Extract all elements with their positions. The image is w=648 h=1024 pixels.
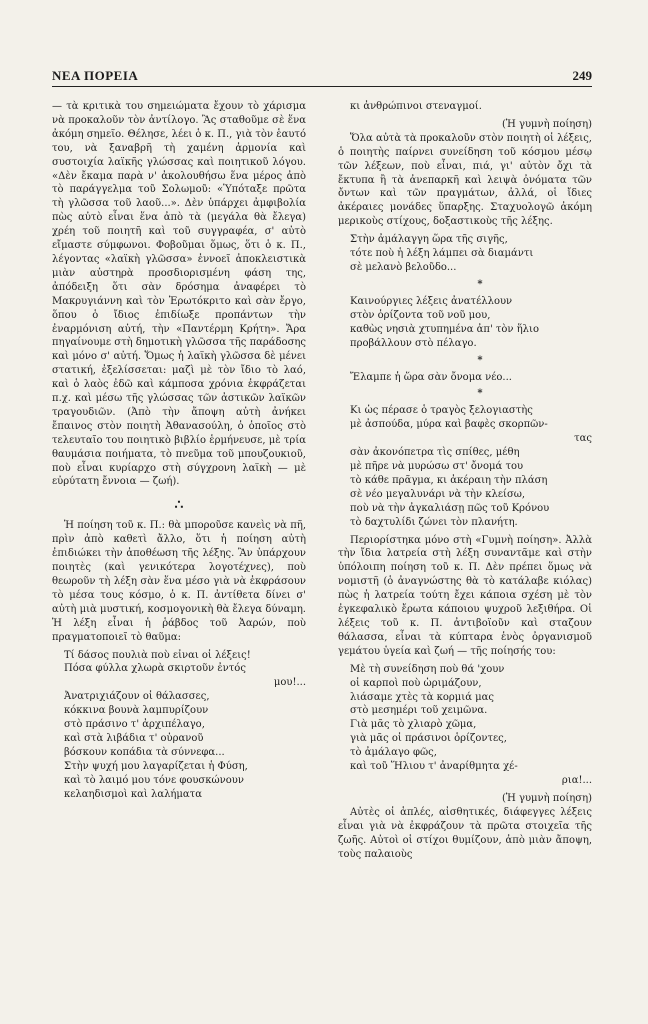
poem-excerpt-d (350, 404, 592, 529)
poem-excerpt-1 (64, 649, 306, 802)
asterisk-divider: * (477, 354, 483, 366)
poem-source: (Ἡ γυμνὴ ποίηση) (501, 118, 592, 130)
poem-line: Στὴν ψυχή μου λαγαρίζεται ἡ Φύση, (64, 760, 248, 772)
poem-excerpt-c (350, 371, 592, 385)
poem-line: καὶ τοῦ Ἥλιου τ' ἀναρίθμητα χέ- (350, 761, 518, 773)
poem-line: καὶ τὸ λαιμό μου τόνε φουσκώνουν (64, 774, 244, 786)
left-column (52, 100, 306, 806)
poem-line: Μὲ τὴ συνείδηση ποὺ θά 'χουν (350, 663, 505, 675)
poem-line: τὸ κάθε πρᾶγμα, κι ἀκέραιη τὴν πλάση (350, 474, 548, 486)
poem-line: βόσκουν κοπάδια τὰ σύννεφα... (64, 746, 225, 758)
poem-line: Ἀνατριχιάζουν οἱ θάλασσες, (64, 691, 210, 703)
poem-line: ποὺ νὰ τὴν ἀγκαλιάσῃ πῶς τοῦ Κρόνου (350, 502, 550, 514)
journal-title: ΝΕΑ ΠΟΡΕΙΑ (52, 68, 139, 83)
right-paragraph-3: Αὐτὲς οἱ ἁπλές, αἰσθητικές, διάφεγγες λέξεις εἶναι γιὰ νὰ ἐκφράζουν τὰ πρῶτα στοιχεῖα τῆς ζωῆς. Αὐτοὶ οἱ στίχοι θυμίζουν, ἀπὸ μιὰν ἄποψη, τοὺς παλαιοὺς (338, 806, 592, 860)
asterisk-divider: * (477, 388, 483, 400)
right-column (338, 100, 592, 861)
poem-line: κι ἀνθρώπινοι στεναγμοί. (350, 101, 482, 112)
poem-line: κελαηδισμοὶ καὶ λαλήματα (64, 788, 202, 800)
right-paragraph-2: Περιορίστηκα μόνο στὴ «Γυμνὴ ποίηση». Ἀλλὰ τὴν ἴδια λατρεία στὴ λέξη συναντᾶμε καὶ στὴν ὑπόλοιπη ποίηση τοῦ κ. Π. Δὲν πρέπει ὅμως νὰ νομιστῆ (ὁ ἀναγνώστης θὰ τὸ κατάλαβε κιόλας) πὼς ἡ λατρεία τούτη ἔχει κάποια σχέση μὲ τὸν ἐγκεφαλικὸ ἔρωτα κάποιου ψυχροῦ λεξιθήρα. Οἱ λέξεις τοῦ κ. Π. ἀντιβοϊοῦν καὶ σταζουν θάλασσα, εἶναι τὰ κύπταρα ἑνὸς ὀργανισμοῦ γεμάτου ὑγεία καὶ ζωή — τῆς ποίησής του: (338, 534, 592, 657)
poem-source: (Ἡ γυμνὴ ποίηση) (501, 792, 592, 804)
poem-line: τὸ δαχτυλίδι ζώνει τὸν πλανήτη. (350, 516, 518, 528)
poem-line: τὸ ἀμάλαγο φῶς, (350, 747, 437, 759)
poem-excerpt-b (350, 295, 592, 351)
poem-line: προβάλλουν στὸ πέλαγο. (350, 337, 477, 349)
poem-line: τότε ποὺ ἡ λέξη λάμπει σὰ διαμάντι (350, 248, 534, 260)
poem-line: στὸ πράσινο τ' ἀρχιπέλαγο, (64, 719, 205, 731)
poem-line: ρια!... (561, 774, 592, 786)
right-paragraph-1: Ὅλα αὐτὰ τὰ προκαλοῦν στὸν ποιητὴ οἱ λέξεις, ὁ ποιητὴς παίρνει συνείδηση τοῦ κόσμου μέσῳ τῶν λέξεων, ποὺ εἶναι, πιά, γι' αὐτὸν ὄχι τὰ ἔκτυπα ἢ τὰ ἀνεπαρκῆ καὶ λειψὰ ὀνόματα τῶν ὄντων καὶ τῶν πραγμάτων, ἀλλά, οἱ ἴδιες ἀκέραιες μονάδες ὕπαρξης. Σταχυολογῶ ἀκόμη μερικοὺς στίχους, δοξαστικοὺς τῆς λέξης. (338, 132, 592, 228)
poem-excerpt-continued (350, 100, 592, 114)
poem-line: Ἔλαμπε ἡ ὥρα σὰν ὄνομα νέο... (350, 371, 512, 383)
poem-line: Πόσα φύλλα χλωρὰ σκιρτοῦν ἐντός (64, 663, 246, 675)
poem-line: σὰν ἀκονόπετρα τὶς σπίθες, μέθη (350, 447, 520, 459)
poem-line: Στὴν ἀμάλαγγη ὥρα τῆς σιγῆς, (350, 234, 508, 246)
running-header (52, 64, 592, 87)
asterisk-divider: * (477, 278, 483, 290)
poem-excerpt-e (350, 663, 592, 788)
poem-line: καὶ στὰ λιβάδια τ' οὐρανοῦ (64, 732, 204, 744)
left-paragraph-1: — τὰ κριτικὰ του σημειώματα ἔχουν τὸ χάρισμα νὰ προκαλοῦν τὸν ἀντίλογο. Ἂς σταθοῦμε σὲ ἕνα ἀκόμη σημεῖο. Θέλησε, λέει ὁ κ. Π., γιὰ τὸν ἑαυτό του, νὰ ξαναβρῆ τὴ χαμένη ἁρμονία καὶ συστοιχία λαϊκῆς γλώσσας καὶ ποιητικοῦ λόγου. «Δὲν ἔκαμα παρὰ ν' ἀκολουθήσω ἕνα μέρος ἀπὸ τὸ παράγγελμα τοῦ Σολωμοῦ: «Ὑπόταξε πρῶτα τὴ γλῶσσα τοῦ λαοῦ...». Δὲν ὑπάρχει ἀμφιβολία πὼς αὐτὸ εἶναι ἕνα ἀπὸ τὰ (μεγάλα θὰ ἔλεγα) χρέη τοῦ ποιητῆ καὶ τοῦ συγγραφέα, σ' αὐτὸ εἴμαστε σύμφωνοι. Φοβοῦμαι ὅμως, ὅτι ὁ κ. Π., λέγοντας «λαϊκὴ γλῶσσα» ἐννοεῖ ἀποκλειστικὰ μιὰν αὐστηρὰ προσδιορισμένη φάση της, ἀπόδειξη ὅτι σὰν δρόσημα ἀναφέρει τὸ Μακρυγιάννη καὶ τὸν Ἐρωτόκριτο καὶ σὰν ἔργο, ὅπου ὁ ἴδιος ἐπιδίωξε προπάντων τὴν ἐναρμόνιση αὐτή, τὴν «Παντέρμη Κρήτη». Ἄρα πηγαίνουμε στὴ δημοτικὴ γλῶσσα τῆς παράδοσης καὶ μόνο σ' αὐτή. Ὅμως ἡ λαϊκὴ γλῶσσα δὲ μένει στατική, ἐξελίσσεται: μαζὶ μὲ τὸν ἴδιο τὸ λαό, καὶ ὁ λαὸς ἐδῶ καὶ κάμποσα χρόνια ἐκφράζεται π.χ. καὶ μέσω τῆς γλώσσας τῶν ἀστικῶν λαϊκῶν τραγουδιῶν. (Ἀπὸ τὴν ἄποψη αὐτὴ ἀνήκει ἔπαινος στὸν ποιητὴ Ἀθανασούλη, ὁ ὁποῖος στὸ τελευταῖο του ποιητικὸ βιβλίο ἑρμήνευσε, μὲ τρία θαυμάσια ποιήματα, τὸ πνεῦμα τοῦ μπουζουκιοῦ, ποὺ εἶναι κυρίαρχο στὴ σύγχρονη λαϊκὴ — μὲ εὐρύτατη ἔννοια — ζωή). (52, 101, 306, 488)
poem-line: κόκκινα βουνὰ λαμπυρίζουν (64, 705, 209, 717)
poem-line: Κι ὡς πέρασε ὁ τραγὸς ξελογιαστὴς (350, 405, 533, 417)
left-paragraph-2: Ἡ ποίηση τοῦ κ. Π.: θὰ μποροῦσε κανεὶς νὰ πῆ, πρὶν ἀπὸ καθετὶ ἄλλο, ὅτι ἡ ποίηση αὐτὴ ἐπιδιώκει τὴν ἀποθέωση τῆς λέξης. Ἂν ὑπάρχουν ποιητὲς (καὶ γενικότερα λογοτέχνες), ποὺ θεωροῦν τὴ λέξη σὰν ἕνα μέσο γιὰ νὰ ἐκφράσουν τὸ μέσα τους κόσμο, ὁ κ. Π. ἀντίθετα δίνει σ' αὐτὴ μιὰ μυστική, κοσμογονικὴ θὰ ἔλεγα δύναμη. Ἡ λέξη εἶναι ἡ ῥάβδος τοῦ Ἀαρών, ποὺ πραγματοποιεῖ τὸ θαῦμα: (52, 520, 306, 643)
poem-line: λιάσαμε χτὲς τὰ κορμιά μας (350, 691, 495, 703)
poem-line: γιὰ μᾶς οἱ πράσινοι ὁρίζοντες, (350, 733, 507, 745)
poem-line: οἱ καρποὶ ποὺ ὡριμάζουν, (350, 677, 482, 689)
poem-line: στὸ μεσημέρι τοῦ χειμῶνα. (350, 705, 488, 717)
poem-line: Τί δάσος πουλιὰ ποὺ εἶναι οἱ λέξεις! (64, 649, 251, 661)
poem-line: σὲ μελανὸ βελοῦδο... (350, 261, 457, 273)
poem-line: σὲ νέο μεγαλυνάρι νὰ τὴν κλείσω, (350, 488, 526, 500)
poem-line: Καινούργιες λέξεις ἀνατέλλουν (350, 295, 513, 307)
section-separator: ∴ (174, 497, 184, 514)
poem-line: μὲ ἀσπούδα, μύρα καὶ βαφὲς σκορπῶν- (350, 419, 548, 431)
poem-line: Γιὰ μᾶς τὸ χλιαρὸ χῶμα, (350, 719, 477, 731)
poem-line: μου!... (273, 677, 306, 689)
poem-line: στὸν ὁρίζοντα τοῦ νοῦ μου, (350, 309, 491, 321)
poem-line: μὲ πῆρε νὰ μυρώσω στ' ὄνομά του (350, 461, 524, 473)
poem-excerpt-a (350, 233, 592, 275)
poem-line: καθὼς νησιὰ χτυπημένα ἀπ' τὸν ἥλιο (350, 323, 539, 335)
page-number: 249 (572, 68, 592, 83)
poem-line: τας (574, 433, 592, 445)
